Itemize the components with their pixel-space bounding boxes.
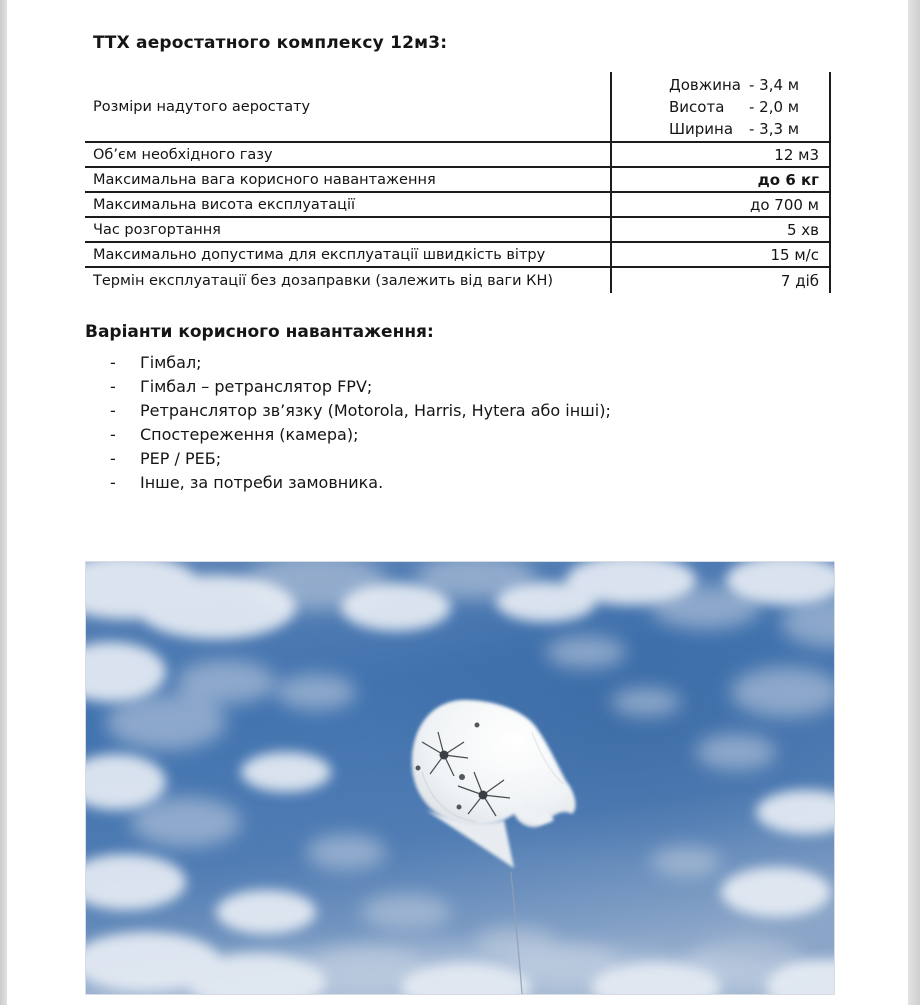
list-item	[110, 398, 611, 422]
rigging-dot	[457, 805, 462, 810]
row-value: до 700 м	[610, 193, 829, 216]
list-item-text: Ретранслятор зв’язку (Motorola, Harris, Hytera або інші);	[140, 400, 611, 420]
list-item-text: Гімбал – ретранслятор FPV;	[140, 376, 373, 396]
dimension-line	[669, 118, 819, 140]
list-item	[110, 446, 611, 470]
aerostat-photo	[85, 561, 835, 995]
rigging-dot	[475, 723, 480, 728]
rigging-dot	[416, 766, 421, 771]
bullet-dash: -	[110, 448, 116, 468]
list-item	[110, 470, 611, 494]
list-item	[110, 350, 611, 374]
row-value: 5 хв	[610, 218, 829, 241]
dimension-line	[669, 96, 819, 118]
left-page-edge	[0, 0, 7, 1005]
row-value: 15 м/с	[610, 243, 829, 266]
list-item	[110, 374, 611, 398]
table-row	[85, 218, 829, 243]
dimension-name: Висота	[669, 97, 725, 116]
row-label: Максимальна вага корисного навантаження	[93, 171, 436, 188]
row-label: Об’єм необхідного газу	[93, 146, 273, 163]
dimension-value: - 3,3 м	[749, 119, 800, 138]
table-row	[85, 143, 829, 168]
bullet-dash: -	[110, 400, 116, 420]
table-row	[85, 72, 829, 143]
right-page-edge	[908, 0, 920, 1005]
row-label: Максимальна висота експлуатації	[93, 196, 356, 213]
row-label: Час розгортання	[93, 221, 221, 238]
dimension-line	[669, 74, 819, 96]
payload-heading: Варіанти корисного навантаження:	[85, 322, 434, 342]
dimension-lines	[669, 74, 819, 140]
payload-list	[110, 350, 611, 494]
dimension-value: - 2,0 м	[749, 97, 800, 116]
table-row	[85, 168, 829, 193]
table-row	[85, 193, 829, 218]
dimension-value: - 3,4 м	[749, 75, 800, 94]
bullet-dash: -	[110, 376, 116, 396]
table-row	[85, 268, 829, 293]
list-item-text: Спостереження (камера);	[140, 424, 359, 444]
list-item-text: РЕР / РЕБ;	[140, 448, 222, 468]
dimension-name: Ширина	[669, 119, 734, 138]
list-item-text: Гімбал;	[140, 352, 202, 372]
row-value: 12 м3	[610, 143, 829, 166]
list-item-text: Інше, за потреби замовника.	[140, 472, 384, 492]
rigging-dot	[459, 774, 465, 780]
bullet-dash: -	[110, 424, 116, 444]
row-label: Термін експлуатації без дозаправки (залежить від ваги КН)	[93, 272, 554, 289]
row-value: до 6 кг	[610, 168, 829, 191]
row-label: Розміри надутого аеростату	[93, 98, 311, 115]
sky-image	[86, 562, 834, 994]
dimension-name: Довжина	[669, 75, 741, 94]
list-item	[110, 422, 611, 446]
page-title: ТТХ аеростатного комплексу 12м3:	[93, 33, 448, 53]
table-row	[85, 243, 829, 268]
spec-table	[85, 72, 831, 293]
bullet-dash: -	[110, 472, 116, 492]
row-value: 7 діб	[610, 268, 829, 293]
row-value	[610, 72, 829, 141]
bullet-dash: -	[110, 352, 116, 372]
row-label: Максимально допустима для експлуатації швидкість вітру	[93, 246, 546, 263]
